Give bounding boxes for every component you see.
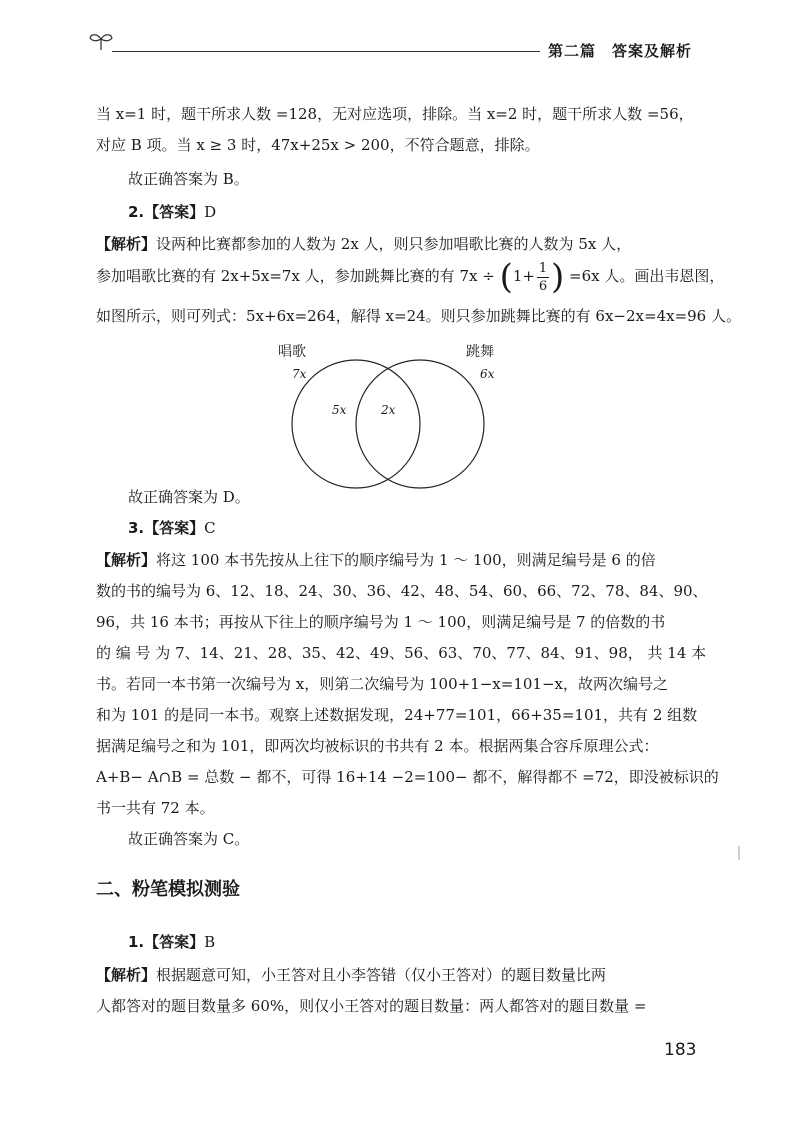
analysis-text: 设两种比赛都参加的人数为 2x 人，则只参加唱歌比赛的人数为 5x 人， [156,235,632,253]
answer-value: C [204,519,216,537]
sprout-icon [88,30,114,52]
answer-label: 2.【答案】 [128,203,205,221]
analysis-label: 【解析】 [96,551,157,569]
text-line: 当 x=1 时，题干所求人数 =128，无对应选项，排除。当 x=2 时，题干所求人数 =56， [96,105,694,123]
text-line: 故正确答案为 D。 [128,488,250,506]
text-line: A+B− A∩B = 总数 − 都不，可得 16+14 −2=100− 都不，解得都不 =72，即没被标识的 [96,768,719,786]
answer-line [128,202,216,222]
scan-mark [738,846,740,860]
answer-line [128,518,216,538]
venn-right-label: 跳舞 [466,344,494,360]
text-line: 数的书的编号为 6、12、18、24、30、36、42、48、54、60、66、72、78、84、90、 [96,582,708,600]
answer-label: 3.【答案】 [128,519,205,537]
page-number: 183 [664,1040,697,1060]
text-line: 96，共 16 本书；再按从下往上的顺序编号为 1 ～ 100，则满足编号是 7 的倍数的书 [96,613,666,631]
analysis-line [96,550,656,570]
answer-line [128,932,215,952]
paren-close: ) [550,257,565,297]
venn-intersection: 2x [381,403,396,417]
frac-int: 1+ [512,267,535,285]
venn-left-label: 唱歌 [278,344,306,360]
section-title: 二、粉笔模拟测验 [96,879,240,900]
text-segment: =6x 人。画出韦恩图， [569,267,725,285]
header-rule [112,51,540,52]
venn-left-total: 7x [292,367,307,381]
analysis-line [96,234,631,254]
venn-diagram [270,340,510,490]
answer-value: B [204,933,216,951]
venn-right-total: 6x [480,367,495,381]
answer-label: 1.【答案】 [128,933,205,951]
text-line: 据满足编号之和为 101，即两次均被标识的书共有 2 本。根据两集合容斥原理公式： [96,737,659,755]
text-line: 如图所示，则可列式：5x+6x=264，解得 x=24。则只参加跳舞比赛的有 6x−2x=4x=96 人。 [96,307,741,325]
text-line: 人都答对的题目数量多 60%，则仅小王答对的题目数量：两人都答对的题目数量 = [96,997,647,1015]
fraction-bar [537,277,549,278]
analysis-label: 【解析】 [96,966,157,984]
fraction [537,261,549,294]
text-line: 书一共有 72 本。 [96,799,215,817]
analysis-label: 【解析】 [96,235,157,253]
fraction-numerator: 1 [538,260,548,276]
analysis-text: 根据题意可知，小王答对且小李答错（仅小王答对）的题目数量比两 [156,966,607,984]
text-line: 故正确答案为 C。 [128,830,250,848]
text-line: 书。若同一本书第一次编号为 x，则第二次编号为 100+1−x=101−x，故两次编号之 [96,675,668,693]
text-line: 对应 B 项。当 x ≥ 3 时，47x+25x > 200，不符合题意，排除。 [96,136,540,154]
fraction-line [96,257,725,297]
paren-open: ( [499,257,513,297]
venn-left-only: 5x [332,403,347,417]
answer-value: D [204,203,217,221]
text-line: 故正确答案为 B。 [128,170,249,188]
analysis-line [96,965,606,985]
text-line: 和为 101 的是同一本书。观察上述数据发现，24+77=101，66+35=101，共有 2 组数 [96,706,698,724]
header-title: 第二篇 答案及解析 [548,42,693,60]
text-segment: 参加唱歌比赛的有 2x+5x=7x 人，参加跳舞比赛的有 7x ÷ [96,267,495,285]
text-line: 的 编 号 为 7、14、21、28、35、42、49、56、63、70、77、84、91、98， 共 14 本 [96,644,707,662]
analysis-text: 将这 100 本书先按从上往下的顺序编号为 1 ～ 100，则满足编号是 6 的倍 [156,551,656,569]
fraction-denominator: 6 [538,278,548,294]
